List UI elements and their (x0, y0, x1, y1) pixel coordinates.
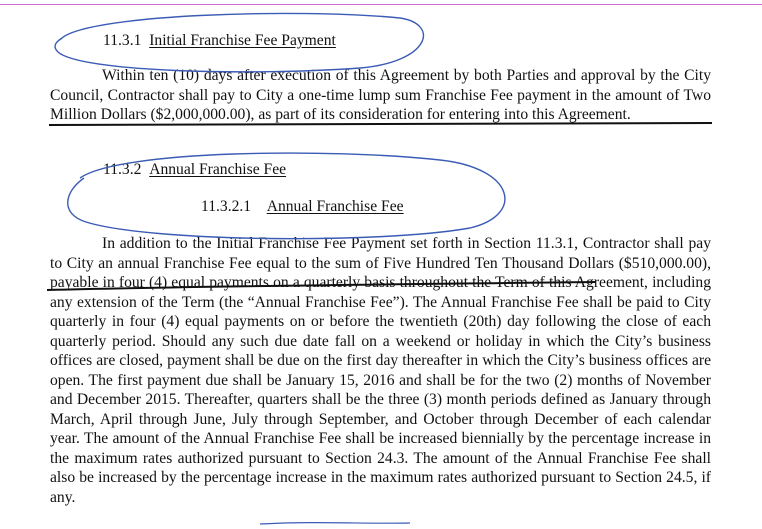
ink-bottom-stroke (260, 523, 410, 524)
section-title: Annual Franchise Fee (149, 161, 287, 178)
section-11-3-1-heading (103, 32, 336, 50)
section-number: 11.3.2.1 (201, 198, 252, 215)
paragraph-text: Within ten (10) days after execution of this Agreement by both Parties and approval by the City Council, Contractor shall pay to City a one-time lump sum Franchise Fee payment in the amount of Two Million Dollars ($2,000,000.00), as part of its consideration for entering into this Agreement. (50, 67, 711, 123)
section-11-3-2-1-body (50, 234, 711, 507)
page-top-rule (0, 4, 762, 5)
section-title: Annual Franchise Fee (266, 198, 404, 215)
section-11-3-1-body (50, 66, 711, 125)
section-11-3-2-1-heading (201, 198, 404, 216)
section-number: 11.3.1 (103, 32, 142, 49)
section-title: Initial Franchise Fee Payment (149, 32, 336, 49)
section-11-3-2-heading (103, 161, 286, 179)
paragraph-text: In addition to the Initial Franchise Fee Payment set forth in Section 11.3.1, Contractor shall pay to City an annual Franchise Fee equal to the sum of Five Hundred Ten Thousand Dollars ($510,000.00), payable in four (4) equal payments on a quarterly basis throughout the Term of this Agreement, including any extension of the Term (the “Annual Franchise Fee”). The Annual Franchise Fee shall be paid to City quarterly in four (4) equal payments on or before the twentieth (20th) day following the close of each quarterly period. Should any such due date fall on a weekend or holiday in which the City’s business offices are closed, payment shall be due on the first day thereafter in which the City’s business offices are open. The first payment due shall be January 15, 2016 and shall be for the two (2) months of November and December 2015. Thereafter, quarters shall be the three (3) month periods defined as January through March, April through June, July through September, and October through December of each calendar year. The amount of the Annual Franchise Fee shall be increased biennially by the percentage increase in the maximum rates authorized pursuant to Section 24.3. The amount of the Annual Franchise Fee shall also be increased by the percentage increase in the maximum rates authorized pursuant to Section 24.5, if any. (50, 235, 711, 506)
section-number: 11.3.2 (103, 161, 142, 178)
